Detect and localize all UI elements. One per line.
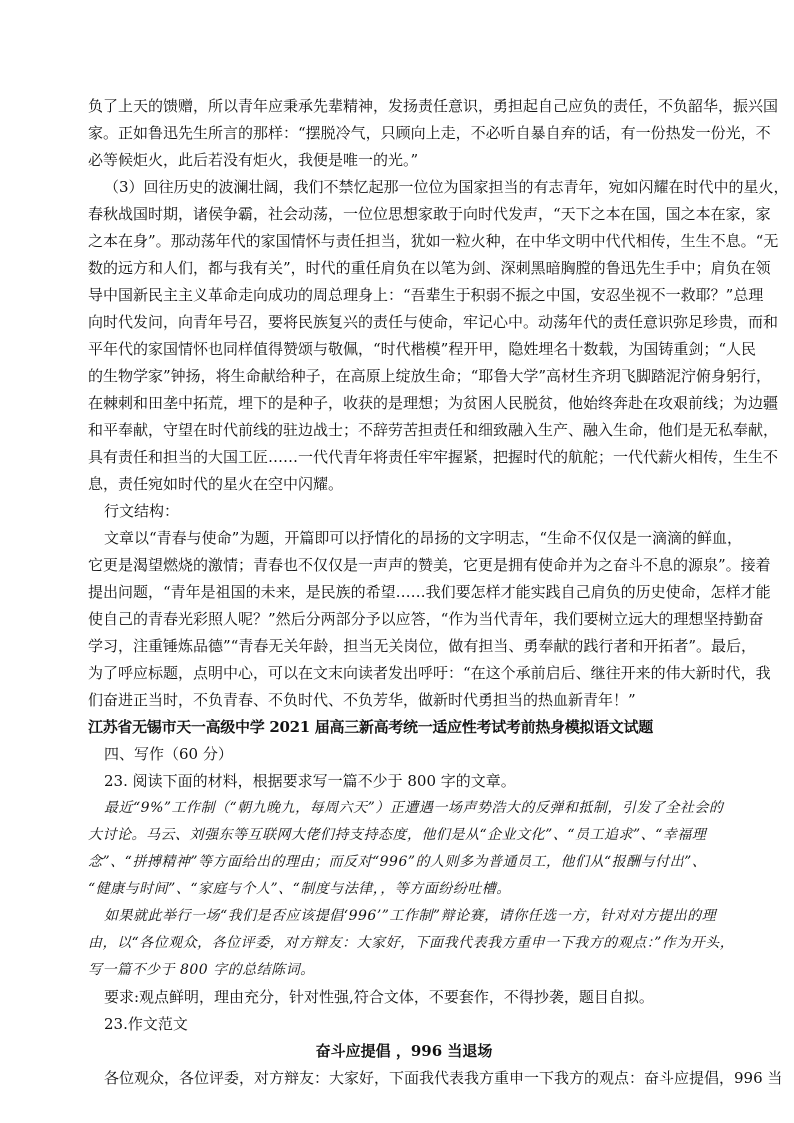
paragraph-line: 文章以“青春与使命”为题，开篇即可以抒情化的昂扬的文字明志，“生命不仅仅是一滴滴的鲜血， [104, 529, 743, 547]
paragraph-line: 为了呼应标题，点明中心，可以在文末向读者发出呼吁：“在这个承前启后、继往开来的伟大新时代，我 [88, 664, 771, 682]
essay-title: 奋斗应提倡 ，996 当退场 [315, 1042, 493, 1060]
material-line: 写一篇不少于 800 字的总结陈词。 [88, 962, 315, 978]
paragraph-line: 提出问题，“青年是祖国的未来，是民族的希望……我们要怎样才能实践自己肩负的历史使命，怎样才能 [88, 583, 771, 601]
exam-title: 江苏省无锡市天一高级中学 2021 届高三新高考统一适应性考试考前热身模拟语文试题 [88, 718, 653, 736]
document-page [88, 93, 789, 1092]
section-heading: 四、写作（60 分） [104, 745, 233, 763]
paragraph-line: 学习，注重锤炼品德”“青春无关年龄，担当无关岗位，做有担当、勇奉献的践行者和开拓者”。最后， [88, 637, 757, 655]
paragraph-line: 使自己的青春光彩照人呢？”然后分两部分予以应答，“作为当代青年，我们要树立远大的理想坚持勤奋 [88, 610, 764, 628]
paragraph-line: 家。正如鲁迅先生所言的那样：“摆脱冷气，只顾向上走，不必听自暴自弃的话，有一份热发一份光，不 [88, 124, 771, 142]
paragraph-line: 具有责任和担当的大国工匠……一代代青年将责任牢牢握紧，把握时代的航舵；一代代薪火相传，生生不 [88, 448, 779, 466]
paragraph-line: 数的远方和人们，都与我有关”，时代的重任肩负在以笔为剑、深刺黑暗胸膛的鲁迅先生手中；肩负在领 [88, 259, 771, 277]
paragraph-line: （3）回往历史的波澜壮阔，我们不禁忆起那一位位为国家担当的有志青年，宛如闪耀在时代中的星火， [104, 178, 789, 196]
material-line: 如果就此举行一场“我们是否应该提倡‘996’”工作制”辩论赛，请你任选一方，针对对方提出的理 [104, 908, 717, 924]
paragraph-line: 的生物学家”钟扬，将生命献给种子，在高原上绽放生命；“耶鲁大学”高材生齐玥飞脚踏泥泞俯身躬行， [88, 367, 772, 385]
material-line: 念”、“拼搏精神”等方面给出的理由；而反对“996”的人则多为普通员工，他们从“报酬与付出”、 [88, 854, 707, 870]
section-label: 行文结构： [104, 502, 180, 520]
paragraph-line: 向时代发问，向青年号召，要将民族复兴的责任与使命，牢记心中。动荡年代的责任意识弥足珍贵，而和 [88, 313, 779, 331]
material-line: “健康与时间”、“家庭与个人”、“制度与法律，，等方面纷纷吐槽。 [88, 881, 511, 897]
paragraph-line: 之本在身”。那动荡年代的家国情怀与责任担当，犹如一粒火种，在中华文明中代代相传，生生不息。“无 [88, 232, 779, 250]
sample-label: 23.作文范文 [104, 1015, 188, 1033]
paragraph-line: 息，责任宛如时代的星火在空中闪耀。 [88, 475, 344, 493]
question-prompt: 23. 阅读下面的材料，根据要求写一篇不少于 800 字的文章。 [104, 772, 516, 790]
paragraph-line: 在棘刺和田垄中拓荒，埋下的是种子，收获的是理想；为贫困人民脱贫，他始终奔赴在攻艰前线；为边疆 [88, 394, 779, 412]
paragraph-line: 它更是渴望燃烧的激情；青春也不仅仅是一声声的赞美，它更是拥有使命并为之奋斗不息的源泉”。接着 [88, 556, 771, 574]
material-line: 由，以“各位观众，各位评委，对方辩友：大家好，下面我代表我方重申一下我方的观点：”作为开头， [88, 935, 735, 951]
paragraph-line: 平年代的家国情怀也同样值得赞颂与敬佩，“时代楷模”程开甲，隐姓埋名十数载，为国铸重剑；“人民 [88, 340, 757, 358]
paragraph-line: 春秋战国时期，诸侯争霸，社会动荡，一位位思想家敢于向时代发声，“天下之本在国，国之本在家，家 [88, 205, 771, 223]
paragraph-line: 必等候炬火，此后若没有炬火，我便是唯一的光。” [88, 151, 419, 169]
material-line: 最近“9%”工作制（“朝九晚九，每周六天”）正遭遇一场声势浩大的反弹和抵制，引发了全社会的 [104, 800, 724, 816]
paragraph-line: 负了上天的馈赠，所以青年应秉承先辈精神，发扬责任意识，勇担起自己应负的责任，不负韶华，振兴国 [88, 97, 779, 115]
paragraph-line: 导中国新民主主义革命走向成功的周总理身上：“吾辈生于积弱不振之中国，安忍坐视不一救耶？”总理 [88, 286, 764, 304]
paragraph-line: 和平奉献，守望在时代前线的驻边战士；不辞劳苦担责任和细致融入生产、融入生命，他们是无私奉献， [88, 421, 779, 439]
requirements-line: 要求:观点鲜明，理由充分，针对性强,符合文体，不要套作，不得抄袭，题目自拟。 [104, 988, 654, 1006]
material-line: 大讨论。马云、刘强东等互联网大佬们持支持态度，他们是从“企业文化”、“员工追求”、“幸福理 [88, 827, 707, 843]
paragraph-line: 各位观众，各位评委，对方辩友：大家好，下面我代表我方重申一下我方的观点：奋斗应提倡，996 当 [104, 1069, 783, 1087]
paragraph-line: 们奋进正当时，不负青春、不负时代、不负芳华，做新时代勇担当的热血新青年！” [88, 691, 636, 709]
